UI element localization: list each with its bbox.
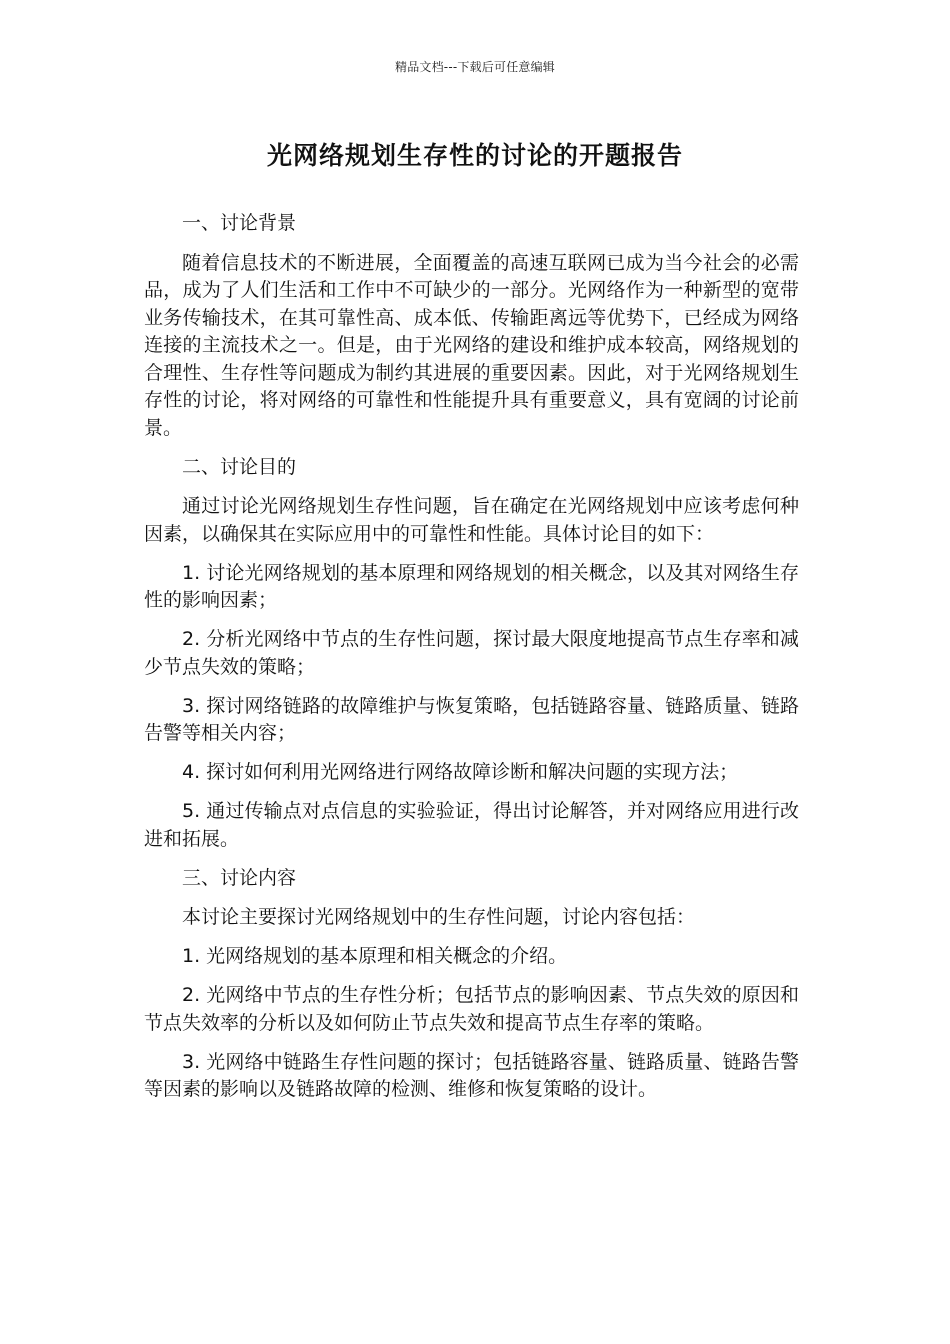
paragraph-purpose-intro: 通过讨论光网络规划生存性问题，旨在确定在光网络规划中应该考虑何种因素，以确保其在实际应用中的可靠性和性能。具体讨论目的如下： [144, 495, 799, 545]
document-body [144, 210, 799, 1115]
section-heading-purpose: 二、讨论目的 [182, 455, 297, 478]
list-item-content-1: 1. 光网络规划的基本原理和相关概念的介绍。 [182, 945, 568, 967]
paragraph-background: 随着信息技术的不断进展，全面覆盖的高速互联网已成为当今社会的必需品，成为了人们生活和工作中不可缺少的一部分。光网络作为一种新型的宽带业务传输技术，在其可靠性高、成本低、传输距离远等优势下，已经成为网络连接的主流技术之一。但是，由于光网络的建设和维护成本较高，网络规划的合理性、生存性等问题成为制约其进展的重要因素。因此，对于光网络规划生存性的讨论，将对网络的可靠性和性能提升具有重要意义，具有宽阔的讨论前景。 [144, 251, 799, 439]
header-note: 精品文档---下载后可任意编辑 [395, 60, 555, 74]
document-title: 光网络规划生存性的讨论的开题报告 [266, 141, 683, 170]
list-item-content-3: 3. 光网络中链路生存性问题的探讨；包括链路容量、链路质量、链路告警等因素的影响以及链路故障的检测、维修和恢复策略的设计。 [144, 1050, 799, 1100]
paragraph-content-intro: 本讨论主要探讨光网络规划中的生存性问题，讨论内容包括： [182, 906, 696, 928]
list-item-purpose-3: 3. 探讨网络链路的故障维护与恢复策略，包括链路容量、链路质量、链路告警等相关内容； [144, 694, 799, 744]
list-item-purpose-5: 5. 通过传输点对点信息的实验验证，得出讨论解答，并对网络应用进行改进和拓展。 [144, 800, 799, 850]
list-item-purpose-2: 2. 分析光网络中节点的生存性问题，探讨最大限度地提高节点生存率和减少节点失效的策略； [144, 628, 799, 678]
list-item-purpose-1: 1. 讨论光网络规划的基本原理和网络规划的相关概念，以及其对网络生存性的影响因素； [144, 561, 799, 611]
section-heading-background: 一、讨论背景 [182, 212, 297, 234]
section-heading-content: 三、讨论内容 [182, 866, 297, 889]
list-item-purpose-4: 4. 探讨如何利用光网络进行网络故障诊断和解决问题的实现方法； [182, 761, 739, 783]
list-item-content-2: 2. 光网络中节点的生存性分析；包括节点的影响因素、节点失效的原因和节点失效率的分析以及如何防止节点失效和提高节点生存率的策略。 [144, 984, 799, 1034]
